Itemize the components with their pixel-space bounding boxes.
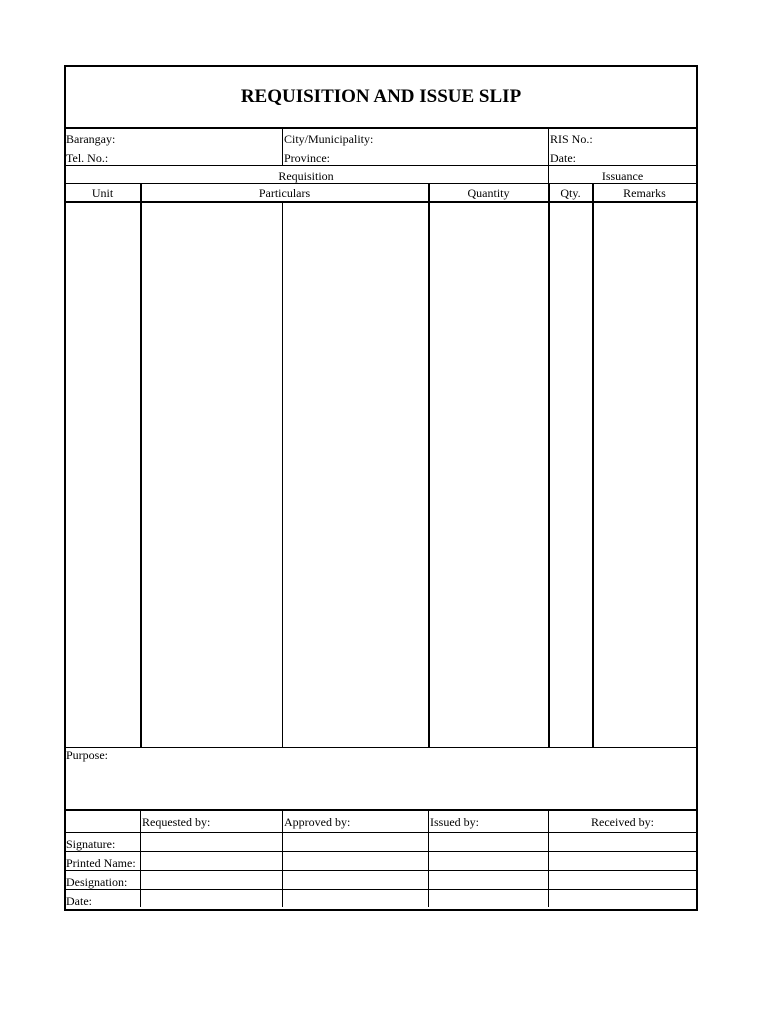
column-header-qty: Qty. — [560, 186, 581, 200]
col-divider-remarks — [592, 183, 594, 747]
column-header-quantity: Quantity — [467, 186, 510, 200]
barangay-label: Barangay: — [66, 132, 116, 146]
rule-below-header — [64, 165, 698, 166]
sig-divider-1 — [140, 811, 141, 907]
rule-below-signatories — [64, 832, 698, 833]
col-divider-particulars-mid — [282, 203, 283, 747]
rule-below-sections — [64, 183, 698, 184]
rule-below-title — [64, 127, 698, 129]
rule-below-columns — [64, 201, 698, 203]
approved-by-label: Approved by: — [284, 815, 351, 829]
ris-no-label: RIS No.: — [550, 132, 593, 146]
sig-divider-2 — [282, 811, 283, 907]
rule-below-printed-name — [64, 870, 698, 871]
column-header-particulars: Particulars — [258, 186, 311, 200]
rule-below-designation — [64, 889, 698, 890]
col-divider-unit — [140, 183, 142, 747]
city-label: City/Municipality: — [284, 132, 374, 146]
purpose-label: Purpose: — [66, 748, 108, 762]
signature-row-label: Signature: — [66, 837, 116, 851]
column-header-remarks: Remarks — [623, 186, 666, 200]
sig-divider-3 — [428, 811, 429, 907]
requested-by-label: Requested by: — [142, 815, 211, 829]
issuance-section-label: Issuance — [601, 169, 644, 183]
requisition-section-label: Requisition — [278, 169, 334, 183]
col-divider-quantity — [428, 183, 430, 747]
column-header-unit: Unit — [91, 186, 114, 200]
header-divider-1 — [282, 129, 283, 165]
rule-below-signature — [64, 851, 698, 852]
tel-no-label: Tel. No.: — [66, 151, 109, 165]
issued-by-label: Issued by: — [430, 815, 479, 829]
printed-name-row-label: Printed Name: — [66, 856, 136, 870]
col-divider-qty — [548, 183, 550, 747]
rule-below-items — [64, 747, 698, 748]
received-by-label: Received by: — [591, 815, 654, 829]
designation-row-label: Designation: — [66, 875, 128, 889]
province-label: Province: — [284, 151, 330, 165]
form-title: REQUISITION AND ISSUE SLIP — [240, 86, 522, 107]
date-row-label: Date: — [66, 894, 92, 908]
date-label: Date: — [550, 151, 576, 165]
rule-below-purpose — [64, 809, 698, 811]
